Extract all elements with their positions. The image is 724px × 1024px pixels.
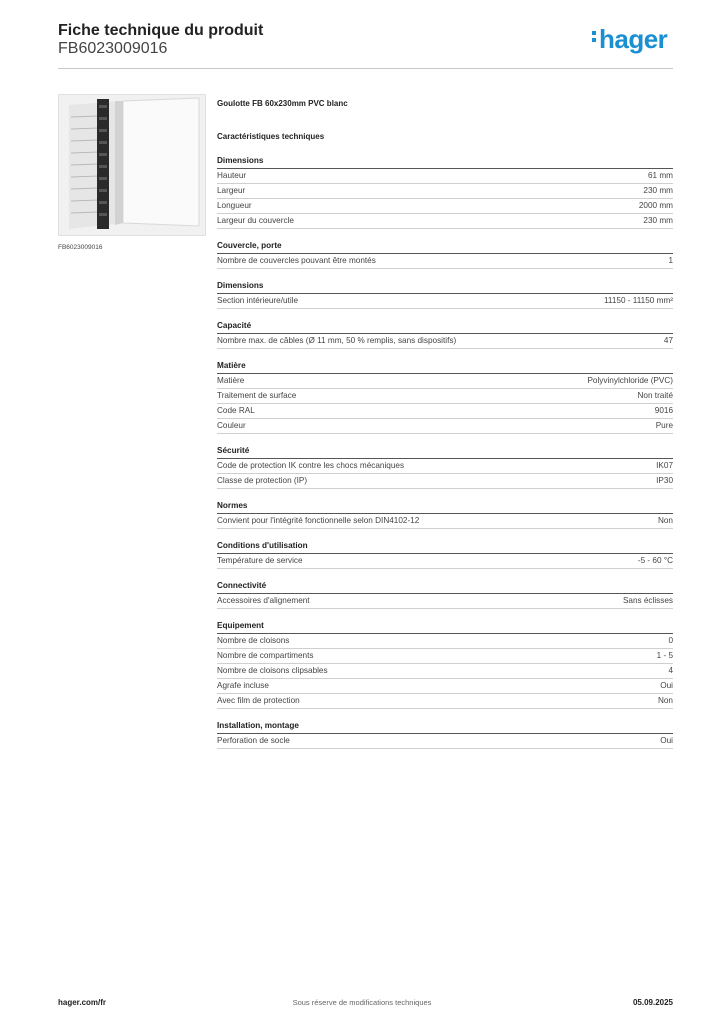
spec-row [217, 404, 673, 419]
spec-section [217, 619, 673, 709]
spec-value: 230 mm [643, 216, 673, 225]
spec-value: Pure [655, 421, 673, 430]
spec-label: Nombre max. de câbles (Ø 11 mm, 50 % remplis, sans dispositifs) [217, 336, 457, 345]
spec-label: Code de protection IK contre les chocs mécaniques [217, 461, 405, 470]
spec-row [217, 734, 673, 749]
spec-value: 230 mm [643, 186, 673, 195]
spec-value: Sans éclisses [622, 596, 673, 605]
spec-row [217, 694, 673, 709]
logo-dots-icon [592, 28, 597, 45]
spec-row [217, 419, 673, 434]
section-title: Dimensions [217, 279, 673, 294]
spec-label: Nombre de cloisons [217, 636, 290, 645]
spec-row [217, 514, 673, 529]
spec-label: Nombre de cloisons clipsables [217, 666, 328, 675]
spec-row [217, 634, 673, 649]
spec-row [217, 374, 673, 389]
spec-section [217, 539, 673, 569]
spec-section [217, 444, 673, 489]
spec-content [217, 97, 673, 749]
spec-sections [217, 154, 673, 749]
spec-label: Nombre de compartiments [217, 651, 314, 660]
section-title: Equipement [217, 619, 673, 634]
section-title: Matière [217, 359, 673, 374]
spec-section [217, 279, 673, 309]
spec-label: Largeur [217, 186, 246, 195]
spec-section [217, 499, 673, 529]
spec-label: Couleur [217, 421, 246, 430]
spec-row [217, 389, 673, 404]
footer-website: hager.com/fr [58, 998, 107, 1007]
spec-value: -5 - 60 °C [637, 556, 673, 565]
spec-section [217, 719, 673, 749]
product-image [58, 94, 206, 236]
spec-value: 4 [668, 666, 673, 675]
spec-row [217, 459, 673, 474]
spec-value: 11150 - 11150 mm² [603, 296, 673, 305]
spec-row [217, 169, 673, 184]
section-title: Dimensions [217, 154, 673, 169]
spec-value: Non traité [637, 391, 673, 400]
spec-label: Agrafe incluse [217, 681, 269, 690]
spec-row [217, 554, 673, 569]
spec-section [217, 359, 673, 434]
spec-row [217, 214, 673, 229]
spec-label: Convient pour l'intégrité fonctionnelle selon DIN4102-12 [217, 516, 420, 525]
spec-label: Section intérieure/utile [217, 296, 299, 305]
spec-row [217, 679, 673, 694]
cable-duct-illustration [59, 95, 205, 235]
section-title: Sécurité [217, 444, 673, 459]
page-title: Fiche technique du produit [58, 22, 264, 39]
spec-value: 47 [663, 336, 673, 345]
spec-section [217, 319, 673, 349]
spec-value: Oui [660, 681, 673, 690]
spec-value: Oui [660, 736, 673, 745]
spec-value: 1 [668, 256, 673, 265]
section-title: Connectivité [217, 579, 673, 594]
spec-label: Avec film de protection [217, 696, 300, 705]
spec-label: Perforation de socle [217, 736, 290, 745]
spec-row [217, 184, 673, 199]
spec-label: Hauteur [217, 171, 247, 180]
spec-value: Non [657, 696, 673, 705]
product-code: FB6023009016 [58, 40, 168, 57]
spec-row [217, 474, 673, 489]
spec-section [217, 154, 673, 229]
spec-label: Classe de protection (IP) [217, 476, 308, 485]
section-title: Capacité [217, 319, 673, 334]
logo-text: hager [599, 24, 668, 54]
spec-label: Longueur [217, 201, 252, 210]
footer-disclaimer: Sous réserve de modifications techniques [292, 998, 432, 1007]
spec-label: Largeur du couvercle [217, 216, 294, 225]
spec-row [217, 199, 673, 214]
spec-section [217, 239, 673, 269]
spec-value: 61 mm [647, 171, 673, 180]
section-title: Conditions d'utilisation [217, 539, 673, 554]
section-title: Normes [217, 499, 673, 514]
spec-value: IP30 [656, 476, 673, 485]
spec-label: Nombre de couvercles pouvant être montés [217, 256, 376, 265]
spec-row [217, 664, 673, 679]
spec-value: 0 [668, 636, 673, 645]
spec-row [217, 294, 673, 309]
product-name: Goulotte FB 60x230mm PVC blanc [217, 99, 348, 108]
spec-value: 9016 [654, 406, 673, 415]
spec-label: Accessoires d'alignement [217, 596, 310, 605]
footer-date: 05.09.2025 [632, 998, 673, 1007]
spec-value: Polyvinylchloride (PVC) [587, 376, 673, 385]
spec-value: 1 - 5 [656, 651, 673, 660]
spec-label: Température de service [217, 556, 303, 565]
spec-label: Matière [217, 376, 245, 385]
spec-label: Traitement de surface [217, 391, 297, 400]
spec-value: Non [657, 516, 673, 525]
spec-value: IK07 [656, 461, 673, 470]
image-caption: FB6023009016 [58, 244, 103, 251]
spec-row [217, 594, 673, 609]
spec-value: 2000 mm [638, 201, 673, 210]
hager-logo [592, 24, 667, 55]
characteristics-title: Caractéristiques techniques [217, 132, 325, 141]
spec-section [217, 579, 673, 609]
section-title: Installation, montage [217, 719, 673, 734]
spec-row [217, 649, 673, 664]
spec-row [217, 254, 673, 269]
spec-label: Code RAL [217, 406, 255, 415]
section-title: Couvercle, porte [217, 239, 673, 254]
spec-row [217, 334, 673, 349]
header-divider [58, 68, 673, 69]
